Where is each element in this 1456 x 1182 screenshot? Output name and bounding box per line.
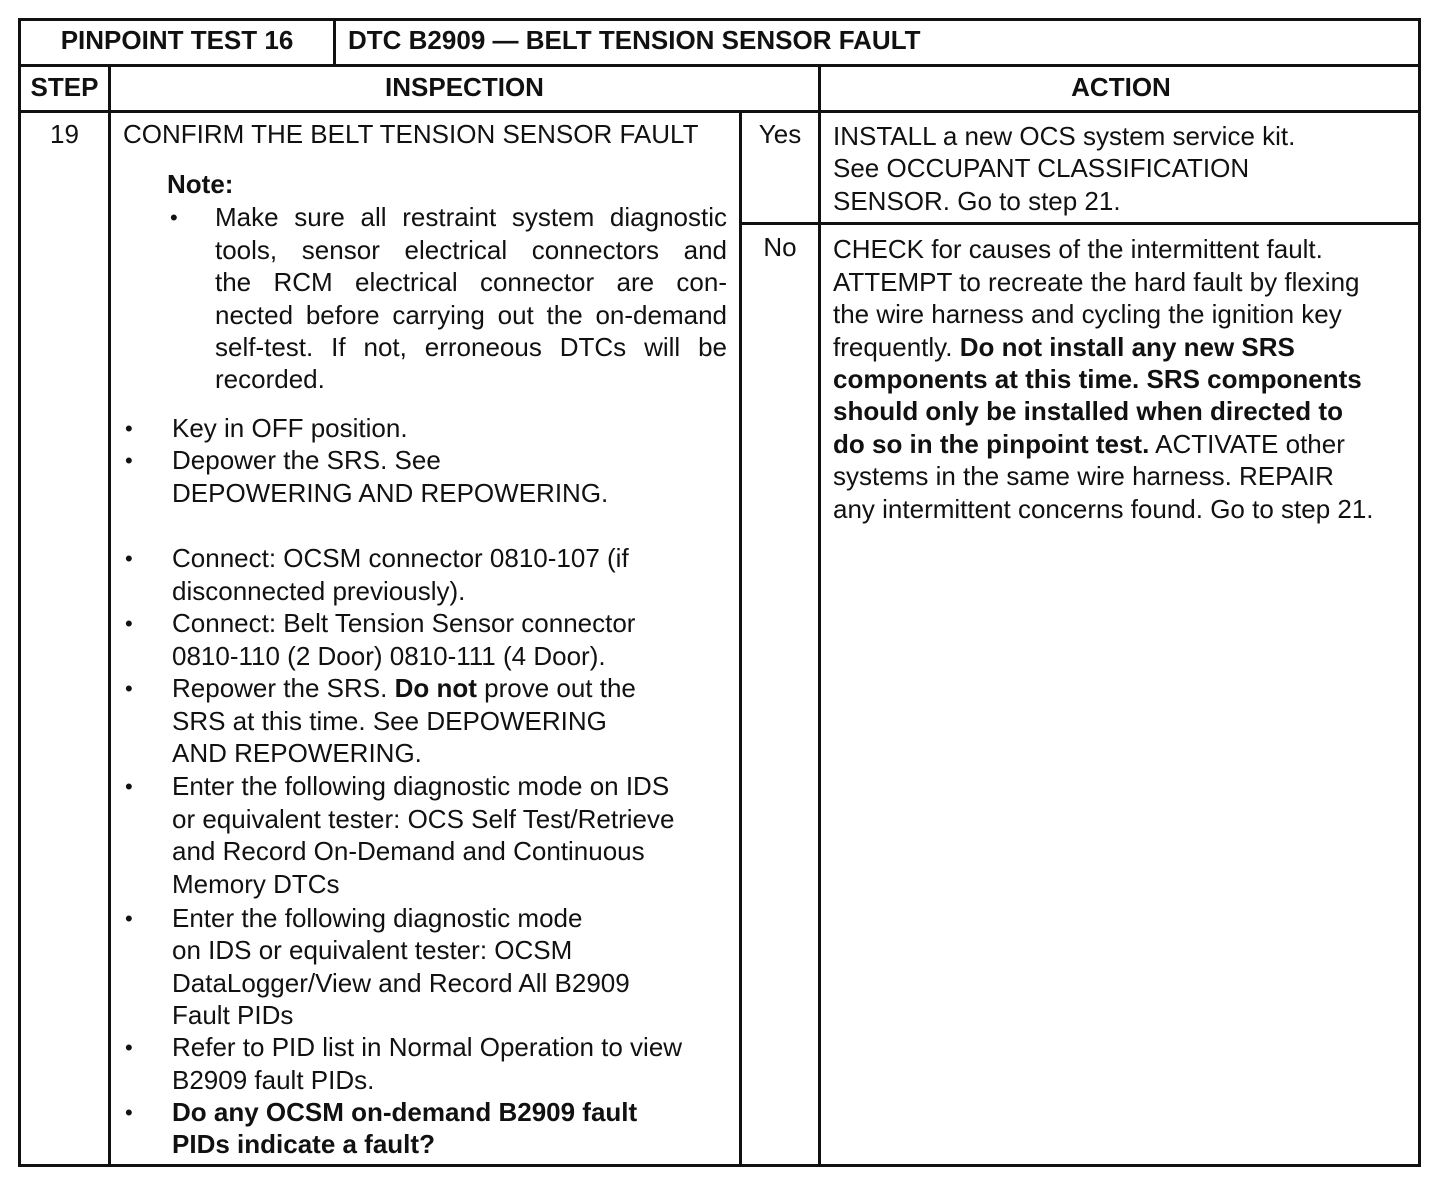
result-column-line (739, 110, 742, 1167)
list-item: AND REPOWERING. (172, 738, 422, 768)
list-item: Enter the following diagnostic mode on IDS (172, 771, 670, 801)
list-item: DEPOWERING AND REPOWERING. (172, 478, 609, 508)
no-action-line: CHECK for causes of the intermittent fault. (833, 234, 1323, 264)
list-item: Connect: OCSM connector 0810-107 (if (172, 543, 629, 573)
list-item: B2909 fault PIDs. (172, 1065, 375, 1095)
list-bullet: • (125, 906, 133, 931)
note-bullet: • (170, 205, 178, 230)
step-title: CONFIRM THE BELT TENSION SENSOR FAULT (123, 119, 699, 149)
no-action-line: the wire harness and cycling the ignition key (833, 299, 1342, 329)
list-item: SRS at this time. See DEPOWERING (172, 706, 607, 736)
list-bullet: • (125, 1100, 133, 1125)
no-action-line: any intermittent concerns found. Go to step 21. (833, 494, 1374, 524)
step-number: 19 (50, 119, 79, 149)
list-item: 0810-110 (2 Door) 0810-111 (4 Door). (172, 641, 606, 671)
yes-action-line: See OCCUPANT CLASSIFICATION (833, 153, 1250, 183)
list-item: Memory DTCs (172, 869, 340, 899)
list-bullet: • (125, 546, 133, 571)
note-line: nected before carrying out the on-demand (215, 300, 727, 330)
list-item: DataLogger/View and Record All B2909 (172, 968, 630, 998)
no-action-text: ACTIVATE other (1155, 429, 1345, 459)
list-item: disconnected previously). (172, 576, 466, 606)
list-bullet: • (125, 676, 133, 701)
yes-no-divider (739, 222, 1421, 225)
list-item: on IDS or equivalent tester: OCSM (172, 935, 573, 965)
yes-action-line: INSTALL a new OCS system service kit. (833, 121, 1296, 151)
list-item: and Record On-Demand and Continuous (172, 836, 645, 866)
no-label: No (763, 232, 797, 262)
list-item: Key in OFF position. (172, 413, 408, 443)
note-line: tools, sensor electrical connectors and (215, 235, 727, 265)
list-item: Connect: Belt Tension Sensor connector (172, 608, 636, 638)
no-action-line (833, 331, 1295, 363)
header-split-line (333, 18, 336, 66)
no-action-warning: components at this time. SRS components (833, 364, 1362, 394)
list-bullet: • (125, 774, 133, 799)
dtc-title: DTC B2909 — BELT TENSION SENSOR FAULT (348, 25, 921, 55)
inspection-column-header: INSPECTION (385, 72, 544, 102)
yes-action-line: SENSOR. Go to step 21. (833, 186, 1121, 216)
list-item: Fault PIDs (172, 1000, 294, 1030)
no-action-warning: should only be installed when directed to (833, 396, 1343, 426)
list-item-emphasis: Do not (394, 673, 477, 703)
step-column-line (108, 64, 111, 1167)
note-line: Make sure all restraint system diagnostic (215, 202, 727, 232)
no-action-text: frequently. (833, 332, 953, 362)
list-item-text: Repower the SRS. (172, 673, 388, 703)
list-item-text: prove out the (484, 673, 636, 703)
list-item: or equivalent tester: OCS Self Test/Retrieve (172, 804, 675, 834)
list-bullet: • (125, 611, 133, 636)
action-column-header: ACTION (1071, 72, 1171, 102)
list-bullet: • (125, 1035, 133, 1060)
no-action-line (833, 428, 1345, 460)
list-item (172, 672, 636, 704)
no-action-line: systems in the same wire harness. REPAIR (833, 461, 1334, 491)
no-action-line: ATTEMPT to recreate the hard fault by flexing (833, 267, 1360, 297)
test-title: PINPOINT TEST 16 (60, 25, 294, 55)
question-line: PIDs indicate a fault? (172, 1129, 435, 1159)
note-line: recorded. (215, 364, 325, 394)
step-column-header: STEP (30, 72, 99, 102)
note-line: the RCM electrical connector are con- (215, 267, 727, 297)
yes-label: Yes (758, 119, 802, 149)
column-header-divider (18, 110, 1421, 113)
list-item: Refer to PID list in Normal Operation to view (172, 1032, 683, 1062)
note-line: self-test. If not, erroneous DTCs will be (215, 332, 727, 362)
no-action-warning: do so in the pinpoint test. (833, 429, 1150, 459)
list-bullet: • (125, 416, 133, 441)
note-label: Note: (167, 169, 234, 199)
action-column-line (818, 64, 821, 1167)
no-action-warning: Do not install any new SRS (959, 332, 1295, 362)
question-line: Do any OCSM on-demand B2909 fault (172, 1097, 638, 1127)
list-item: Depower the SRS. See (172, 445, 441, 475)
list-bullet: • (125, 448, 133, 473)
list-item: Enter the following diagnostic mode (172, 903, 583, 933)
header-divider (18, 64, 1421, 67)
